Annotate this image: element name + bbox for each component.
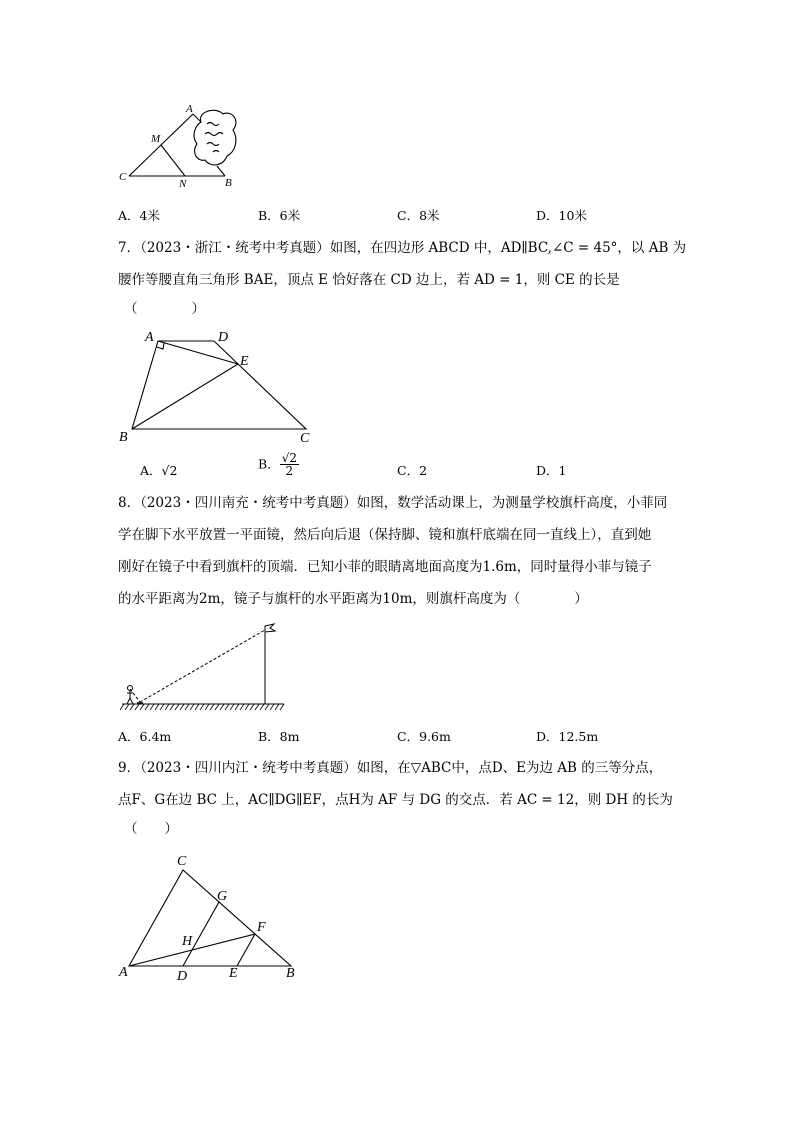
q6-line-ab-side: [193, 114, 201, 122]
q7-label-d: D: [218, 330, 229, 345]
q7-question-line-2: 腰作等腰直角三角形 BAE，顶点 E 恰好落在 CD 边上，若 AD = 1，则 CE 的长是: [118, 272, 620, 288]
q6-option-c[interactable]: C．8米: [397, 208, 440, 223]
q8-option-a[interactable]: A．6.4m: [118, 729, 172, 744]
q7-option-a-prefix: A．: [140, 463, 162, 478]
q6-option-d[interactable]: D．10米: [536, 208, 587, 223]
q7-option-a[interactable]: [140, 463, 177, 479]
q7-question-line-3: （ ）: [124, 301, 205, 317]
q7-label-b: B: [119, 430, 128, 445]
q9-label-f: F: [257, 920, 266, 935]
q6-label-a: A: [186, 103, 193, 115]
q8-mirror-to-flagtop-line: [140, 630, 265, 702]
q6-label-b: B: [225, 177, 232, 189]
q6-line-mn: [161, 145, 185, 176]
q8-person-icon: [127, 686, 133, 705]
q7-label-a: A: [145, 330, 154, 345]
q7-option-d[interactable]: D．1: [536, 463, 567, 478]
q6-pond-outline: [194, 110, 236, 165]
q7-label-c: C: [300, 431, 310, 446]
q7-quadrilateral-abcd: [132, 341, 306, 429]
q7-option-b[interactable]: [258, 452, 299, 477]
q8-question-line-2: 学在脚下水平放置一平面镜，然后向后退（保持脚、镜和旗杆底端在同一直线上），直到她: [118, 527, 652, 543]
q6-label-c: C: [119, 171, 127, 183]
q7-option-b-denominator: 2: [285, 464, 294, 478]
q7-figure: [112, 325, 322, 447]
q6-pond-wave3: [207, 143, 219, 146]
q6-label-n: N: [179, 178, 187, 190]
q9-figure: [115, 848, 305, 988]
q8-question-line-4: 的水平距离为2m，镜子与旗杆的水平距离为10m，则旗杆高度为（ ）: [118, 591, 588, 607]
q9-label-e: E: [229, 966, 238, 981]
q7-option-b-numerator: √2: [281, 451, 297, 465]
q9-label-b: B: [286, 966, 295, 981]
q6-option-a[interactable]: A．4米: [118, 208, 160, 223]
q7-option-b-prefix: B．: [258, 456, 280, 472]
q6-option-b[interactable]: B．6米: [258, 208, 301, 223]
q9-label-h: H: [182, 934, 193, 949]
q8-figure: [118, 618, 288, 714]
q7-option-c[interactable]: C．2: [397, 463, 428, 478]
q8-question-line-1: 8．（2023・四川南充・统考中考真题）如图，数学活动课上，为测量学校旗杆高度，小菲同: [118, 495, 668, 511]
q7-option-a-value: √2: [161, 463, 178, 478]
q8-ground-hatching: [120, 704, 284, 710]
q8-option-b[interactable]: B．8m: [258, 729, 300, 744]
q6-line-ab-side2: [217, 166, 225, 176]
q6-pond-wave1: [207, 123, 219, 126]
q6-label-m: M: [151, 133, 161, 145]
q9-label-d: D: [177, 969, 188, 984]
q9-question-line-3: （ ）: [124, 821, 178, 837]
q7-option-b-fraction: [280, 452, 299, 477]
q9-question-line-1: 9．（2023・四川内江・统考中考真题）如图，在▽ABC中，点D、E为边 AB 的三等分点，: [118, 760, 663, 776]
q7-question-line-1: 7．（2023・浙江・统考中考真题）如图，在四边形 ABCD 中，AD∥BC,∠C = 45°，以 AB 为: [118, 240, 687, 256]
q7-right-angle-mark: [157, 343, 164, 349]
q9-label-a: A: [119, 965, 128, 980]
q9-label-c: C: [177, 854, 187, 869]
q6-pond-wave4: [213, 151, 219, 153]
q7-label-e: E: [240, 354, 249, 369]
q6-figure: [115, 100, 245, 190]
q8-question-line-3: 刚好在镜子中看到旗杆的顶端．已知小菲的眼睛离地面高度为1.6m，同时量得小菲与镜子: [118, 559, 652, 575]
q6-pond-wave2: [205, 133, 223, 136]
q9-label-g: G: [217, 889, 228, 904]
q9-question-line-2: 点F、G在边 BC 上，AC∥DG∥EF，点H为 AF 与 DG 的交点．若 AC = 12，则 DH 的长为: [118, 792, 673, 808]
q8-flag-icon: [265, 624, 275, 632]
q8-option-c[interactable]: C．9.6m: [397, 729, 451, 744]
q9-line-ef: [237, 934, 255, 966]
q8-option-d[interactable]: D．12.5m: [536, 729, 599, 744]
